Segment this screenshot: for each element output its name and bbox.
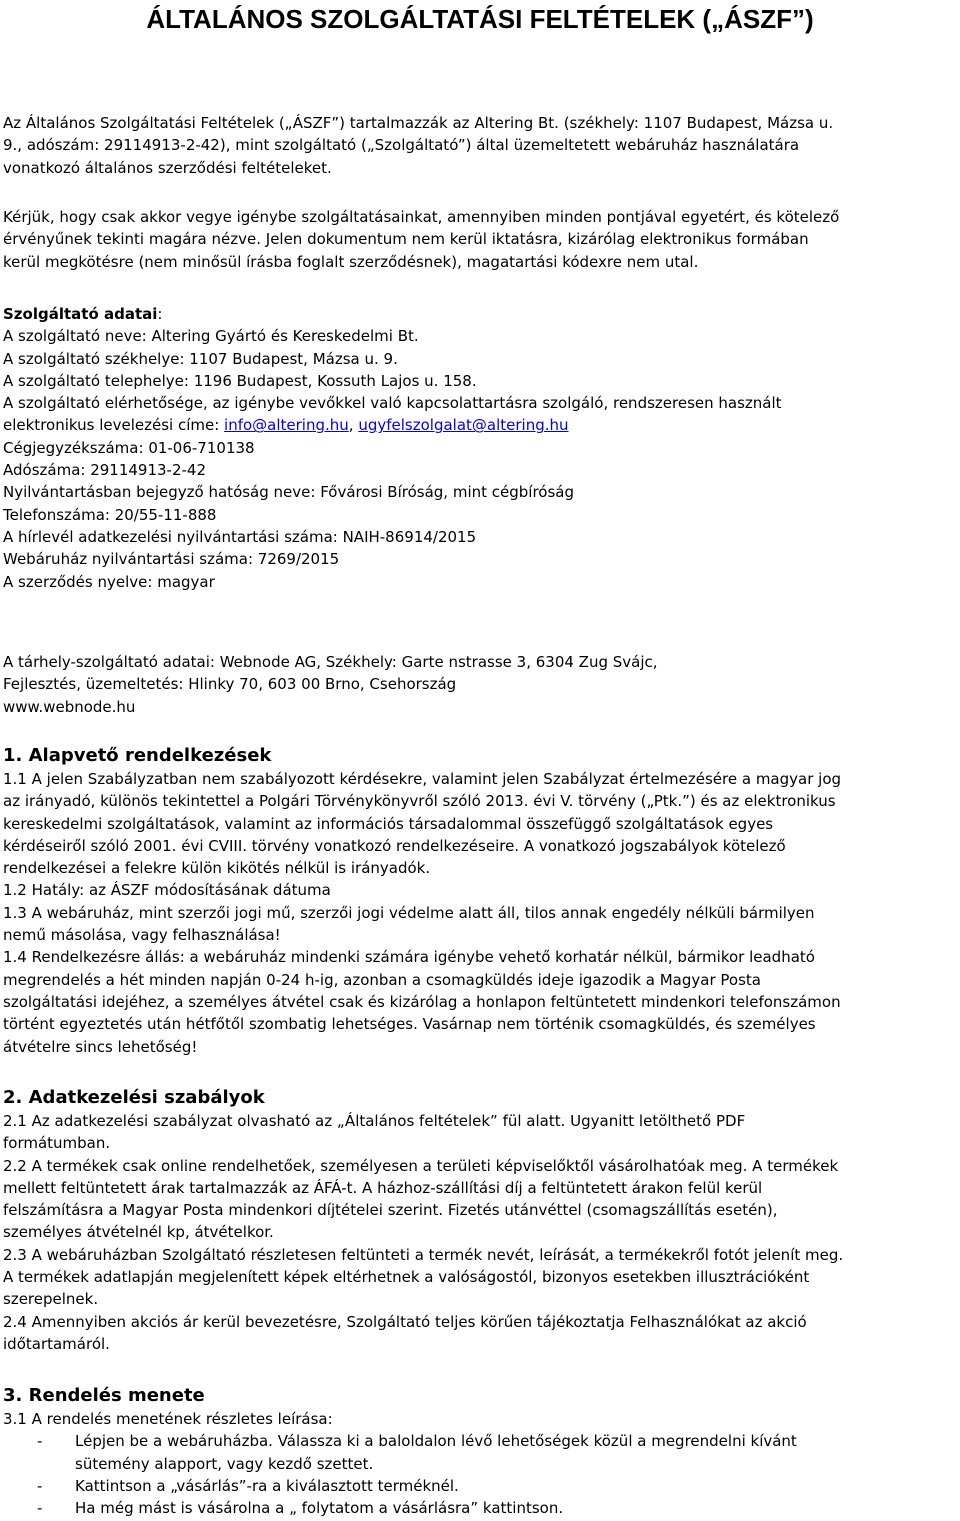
list-item-text: Kattintson a „vásárlás”-ra a kiválasztott terméknél. <box>75 1476 459 1495</box>
section-2-line: 2.3 A webáruházban Szolgáltató részletesen feltünteti a termék nevét, leírását, a termékekről fotót jelenít meg. <box>3 1245 844 1264</box>
bullet-dash: - <box>37 1476 43 1495</box>
provider-heading: Szolgáltató adatai <box>3 305 158 323</box>
bullet-dash: - <box>37 1432 43 1451</box>
section-2-title: 2. Adatkezelési szabályok <box>3 1087 265 1108</box>
email-label: elektronikus levelezési címe: <box>3 416 225 435</box>
provider-phone: Telefonszáma: 20/55-11-888 <box>3 505 217 524</box>
request-line: Kérjük, hogy csak akkor vegye igénybe szolgáltatásainkat, amennyiben minden pontjával egyetért, és kötelező <box>3 208 840 226</box>
list-item <box>3 1430 959 1475</box>
section-1-title: 1. Alapvető rendelkezések <box>3 745 272 766</box>
provider-language: A szerződés nyelve: magyar <box>3 572 215 591</box>
email-separator: , <box>348 416 359 435</box>
request-paragraph <box>3 206 959 273</box>
section-1-line: kereskedelmi szolgáltatások, valamint az információs társadalommal összefüggő szolgáltatások egyes <box>3 814 774 833</box>
hosting-line: www.webnode.hu <box>3 697 136 716</box>
section-2-body <box>3 1110 959 1355</box>
section-2-line: 2.2 A termékek csak online rendelhetőek, személyesen a területi képviselőktől vásárolhatóak meg. A termékek <box>3 1156 839 1175</box>
email-link-info[interactable]: info@altering.hu <box>224 416 349 435</box>
section-1-line: kérdéseiről szóló 2001. évi CVIII. törvény vonatkozó rendelkezéseire. A vonatkozó jogszabályok kötelező <box>3 836 786 855</box>
section-2-line: időtartamáról. <box>3 1334 110 1353</box>
section-1-line: 1.2 Hatály: az ÁSZF módosításának dátuma <box>3 881 331 900</box>
provider-seat: A szolgáltató székhelye: 1107 Budapest, Mázsa u. 9. <box>3 349 398 368</box>
section-2-line: A termékek adatlapján megjelenített képek eltérhetnek a valóságostól, bizonyos esetekben illusztrációként <box>3 1268 810 1287</box>
provider-name: A szolgáltató neve: Altering Gyártó és Kereskedelmi Bt. <box>3 327 419 346</box>
section-1-line: 1.1 A jelen Szabályzatban nem szabályozott kérdésekre, valamint jelen Szabályzat értelmezésére a magyar jog <box>3 770 842 788</box>
list-item <box>3 1497 959 1519</box>
section-1-line: rendelkezései a felekre külön kikötés nélkül is irányadók. <box>3 859 431 878</box>
provider-tax: Adószáma: 29114913-2-42 <box>3 461 207 480</box>
email-link-support[interactable]: ugyfelszolgalat@altering.hu <box>358 416 569 435</box>
section-1-line: 1.3 A webáruház, mint szerzői jogi mű, szerzői jogi védelme alatt áll, tilos annak engedély nélküli bármilyen <box>3 903 815 922</box>
section-1-line: történt egyeztetés után hétfőtől szombatig lehetséges. Vasárnap nem történik csomagküldés, és személyes <box>3 1015 816 1034</box>
list-item-continuation: sütemény alapport, vagy kezdő szettet. <box>75 1454 374 1473</box>
intro-line: vonatkozó általános szerződési feltételeket. <box>3 158 332 177</box>
bullet-dash: - <box>37 1499 43 1518</box>
section-2-line: felszámításra a Magyar Posta mindenkori díjtételei szerint. Fizetés utánvéttel (csomagszállítás esetén), <box>3 1201 778 1220</box>
section-1-line: átvételre sincs lehetőség! <box>3 1037 198 1056</box>
section-1-line: nemű másolása, vagy felhasználása! <box>3 926 281 945</box>
hosting-paragraph <box>3 651 959 718</box>
provider-registry: Cégjegyzékszáma: 01-06-710138 <box>3 438 255 457</box>
section-2-line: formátumban. <box>3 1134 111 1153</box>
provider-newsletter: A hírlevél adatkezelési nyilvántartási száma: NAIH-86914/2015 <box>3 527 477 546</box>
intro-line: 9., adószám: 29114913-2-42), mint szolgáltató („Szolgáltató”) által üzemeltetett webáruház használatára <box>3 136 800 155</box>
section-2-line: személyes átvételnél kp, átvételkor. <box>3 1223 274 1242</box>
provider-block <box>3 303 959 593</box>
section-3-title: 3. Rendelés menete <box>3 1385 205 1406</box>
intro-paragraph <box>3 112 959 179</box>
request-line: kerül megkötésre (nem minősül írásba foglalt szerződésnek), magatartási kódexre nem utal. <box>3 252 699 271</box>
section-1-body <box>3 768 959 1058</box>
section-1-line: 1.4 Rendelkezésre állás: a webáruház mindenki számára igénybe vehető korhatár nélkül, bármikor leadható <box>3 948 815 967</box>
provider-contact-line: A szolgáltató elérhetősége, az igénybe vevőkkel való kapcsolattartásra szolgáló, rendszeresen használt <box>3 394 782 413</box>
list-item-text: Ha még mást is vásárolna a „ folytatom a vásárlásra” kattintson. <box>75 1499 564 1518</box>
section-2-line: 2.1 Az adatkezelési szabályzat olvasható az „Általános feltételek” fül alatt. Ugyanitt letölthető PDF <box>3 1112 746 1130</box>
provider-heading-colon: : <box>157 305 163 323</box>
provider-email-line <box>3 414 959 436</box>
list-item <box>3 1475 959 1497</box>
request-line: érvényűnek tekinti magára nézve. Jelen dokumentum nem kerül iktatásra, kizárólag elektronikus formában <box>3 230 809 249</box>
document-title: ÁLTALÁNOS SZOLGÁLTATÁSI FELTÉTELEK („ÁSZF”) <box>146 4 814 34</box>
hosting-line: Fejlesztés, üzemeltetés: Hlinky 70, 603 00 Brno, Csehország <box>3 675 457 694</box>
section-1-line: szolgáltatási idejéhez, a személyes átvétel csak és kizárólag a honlapon feltüntetett mindenkori telefonszámon <box>3 992 841 1011</box>
section-3-intro: 3.1 A rendelés menetének részletes leírása: <box>3 1410 333 1428</box>
provider-shop-reg: Webáruház nyilvántartási száma: 7269/2015 <box>3 550 340 569</box>
section-3-body <box>3 1408 959 1519</box>
intro-line: Az Általános Szolgáltatási Feltételek („ÁSZF”) tartalmazzák az Altering Bt. (székhely: 1107 Budapest, Mázsa u. <box>3 114 834 132</box>
hosting-line: A tárhely-szolgáltató adatai: Webnode AG, Székhely: Garte nstrasse 3, 6304 Zug Svájc, <box>3 653 658 671</box>
provider-authority: Nyilvántartásban bejegyző hatóság neve: Fővárosi Bíróság, mint cégbíróság <box>3 483 575 502</box>
provider-site: A szolgáltató telephelye: 1196 Budapest, Kossuth Lajos u. 158. <box>3 371 477 390</box>
section-2-line: mellett feltüntetett árak tartalmazzák az ÁFÁ-t. A házhoz-szállítási díj a feltüntetett árakon felül kerül <box>3 1178 763 1197</box>
section-2-line: szerepelnek. <box>3 1290 99 1309</box>
provider-heading-line <box>3 303 959 325</box>
list-item-text: Lépjen be a webáruházba. Válassza ki a baloldalon lévő lehetőségek közül a megrendelni kívánt <box>75 1432 797 1451</box>
section-2-line: 2.4 Amennyiben akciós ár kerül bevezetésre, Szolgáltató teljes körűen tájékoztatja Felhasználókat az akció <box>3 1312 807 1331</box>
section-1-line: megrendelés a hét minden napján 0-24 h-ig, azonban a csomagküldés ideje igazodik a Magyar Posta <box>3 970 761 989</box>
section-1-line: az irányadó, különös tekintettel a Polgári Törvénykönyvről szóló 2013. évi V. törvény („Ptk.”) és az elektronikus <box>3 792 836 811</box>
